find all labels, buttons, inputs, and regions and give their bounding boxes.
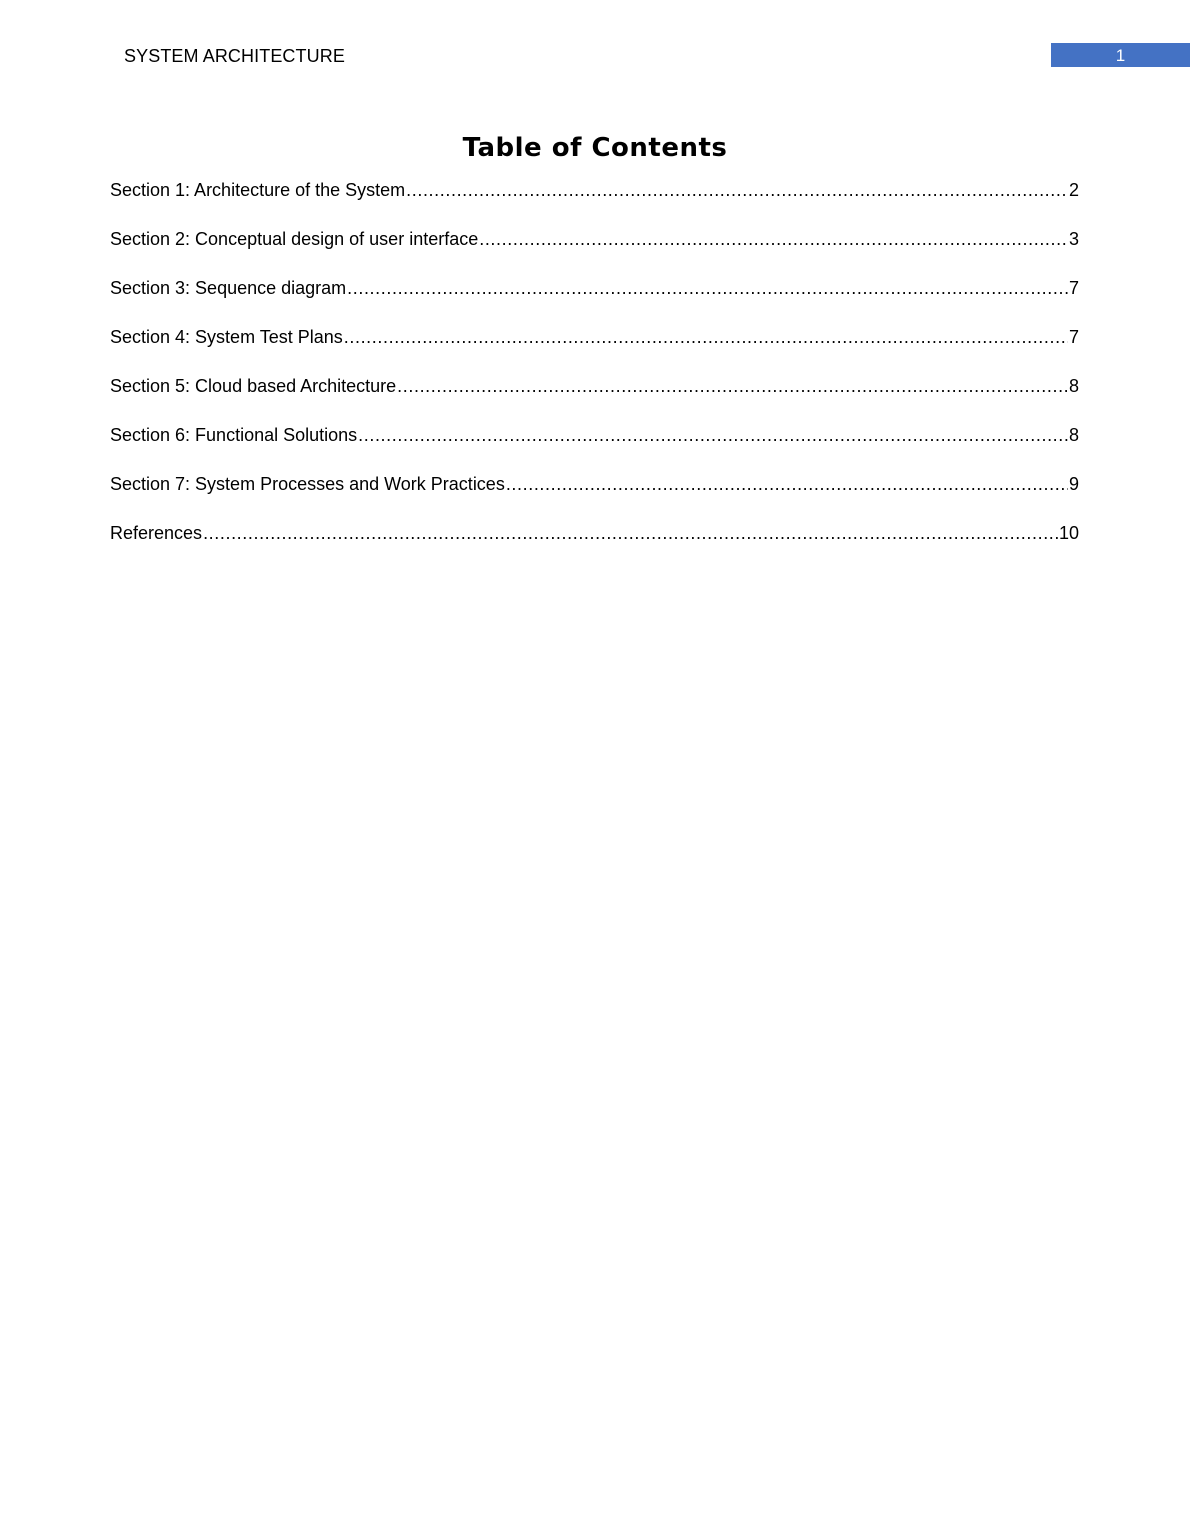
toc-entry-page: 8 (1068, 376, 1079, 396)
toc-entry-label: Section 2: Conceptual design of user interface (110, 229, 479, 249)
toc-entry-label: Section 5: Cloud based Architecture (110, 376, 397, 396)
toc-entry-section-6[interactable] (110, 423, 1079, 472)
toc-list (110, 178, 1079, 570)
toc-dot-leader (344, 325, 1068, 349)
toc-dot-leader (347, 276, 1068, 300)
toc-dot-leader (506, 472, 1068, 496)
page-number-badge: 1 (1051, 43, 1190, 67)
toc-entry-label: References (110, 523, 203, 543)
toc-entry-section-4[interactable] (110, 325, 1079, 374)
toc-entry-section-1[interactable] (110, 178, 1079, 227)
toc-dot-leader (406, 178, 1068, 202)
toc-entry-label: Section 1: Architecture of the System (110, 180, 406, 200)
toc-entry-label: Section 7: System Processes and Work Practices (110, 474, 505, 494)
toc-entry-section-3[interactable] (110, 276, 1079, 325)
toc-title: Table of Contents (462, 133, 728, 163)
toc-entry-references[interactable] (110, 521, 1079, 570)
toc-entry-section-5[interactable] (110, 374, 1079, 423)
toc-entry-label: Section 4: System Test Plans (110, 327, 343, 347)
toc-entry-section-7[interactable] (110, 472, 1079, 521)
toc-entry-label: Section 6: Functional Solutions (110, 425, 358, 445)
toc-entry-label: Section 3: Sequence diagram (110, 278, 347, 298)
toc-entry-section-2[interactable] (110, 227, 1079, 276)
toc-dot-leader (479, 227, 1068, 251)
toc-entry-page: 7 (1068, 327, 1079, 347)
toc-entry-page: 9 (1068, 474, 1079, 494)
toc-dot-leader (358, 423, 1068, 447)
running-header-title: SYSTEM ARCHITECTURE (124, 46, 345, 66)
toc-entry-page: 2 (1068, 180, 1079, 200)
toc-dot-leader (203, 521, 1058, 545)
toc-entry-page: 10 (1058, 523, 1079, 543)
toc-dot-leader (397, 374, 1068, 398)
toc-entry-page: 8 (1068, 425, 1079, 445)
toc-entry-page: 3 (1068, 229, 1079, 249)
toc-entry-page: 7 (1068, 278, 1079, 298)
